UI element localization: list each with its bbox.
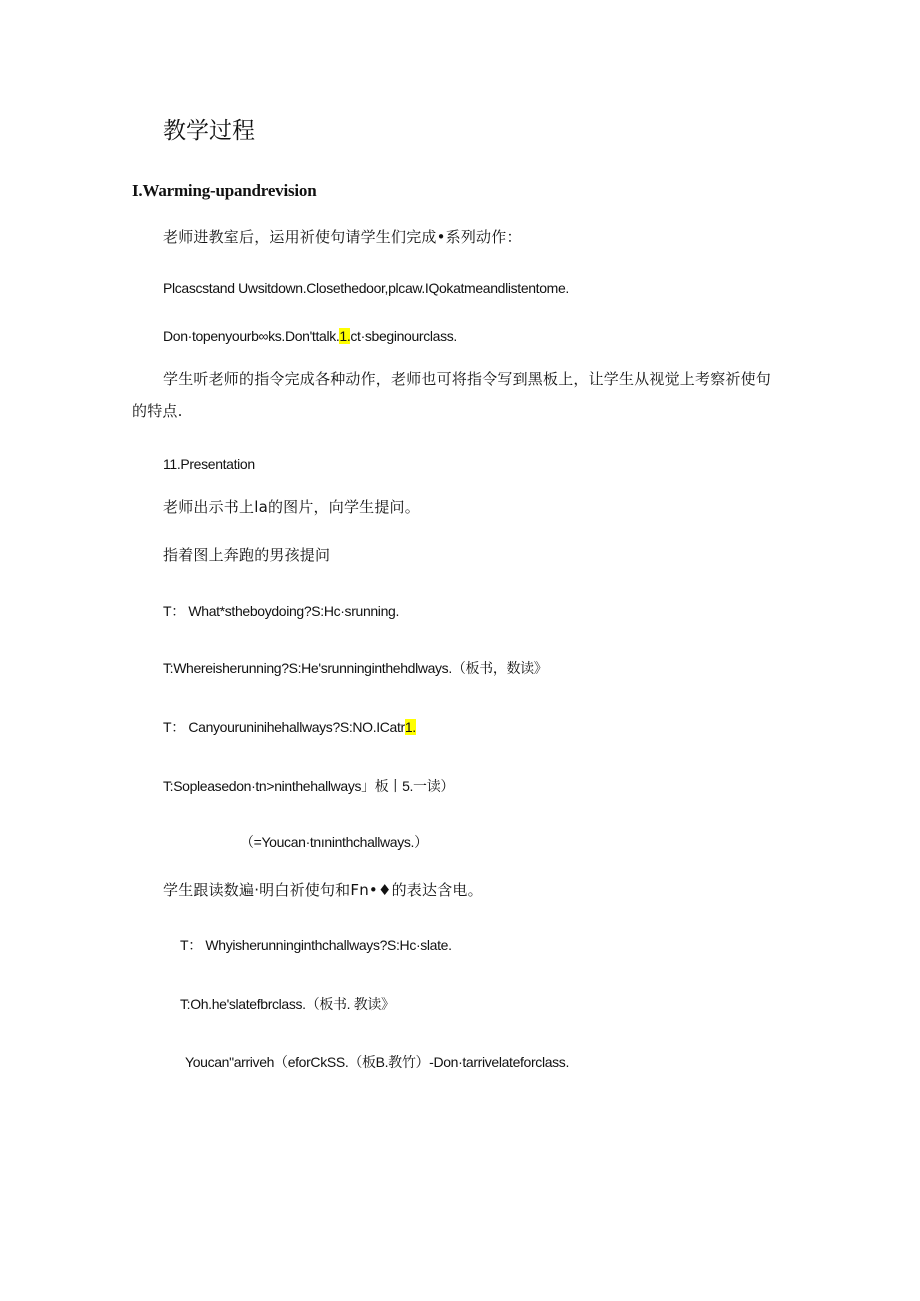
page-heading: 教学过程 xyxy=(163,118,255,144)
dialogue-line-8: Youcan"arriveh（eforCkSS.（板B.教竹）-Don·tarrivelateforclass. xyxy=(185,1054,569,1070)
command-line-2-part-a: Don·topenyourb∞ks.Don'ttalk. xyxy=(163,328,340,344)
command-line-2-part-b: ct·sbeginourclass. xyxy=(350,328,457,344)
section-title-presentation: 11.Presentation xyxy=(163,456,255,472)
dialogue-line-2: T:Whereisherunning?S:He'srunninginthehdlways.（板书，数读》 xyxy=(163,660,548,676)
warmup-paragraph-line-2: 的特点. xyxy=(132,402,183,420)
highlighted-text: 1. xyxy=(339,328,351,344)
dialogue-line-1: T： What*stheboydoing?S:Hc·srunning. xyxy=(163,603,399,619)
dialogue-line-7: T:Oh.he'slatefbrclass.（板书. 教读》 xyxy=(180,996,395,1012)
section-title-warming-up: I.Warming-upandrevision xyxy=(132,181,317,200)
dialogue-line-3-text: T： Canyouruninihehallways?S:NO.ICatr xyxy=(163,719,405,735)
dialogue-line-5: （=Youcan·tnıninthchallways.） xyxy=(240,834,428,850)
dialogue-line-3 xyxy=(163,719,416,736)
warmup-intro-text: 老师进教室后，运用祈使句请学生们完成•系列动作： xyxy=(163,228,522,246)
dialogue-line-6: T： Whyisherunninginthchallways?S:Hc·slate. xyxy=(180,937,452,953)
warmup-command-line-1: Plcascstand Uwsitdown.Closethedoor,plcaw.IQokatmeandlistentome. xyxy=(163,280,569,296)
presentation-line-3: 学生跟读数遍·明白祈使句和Fn•♦的表达含电。 xyxy=(163,881,483,899)
dialogue-line-4: T:Sopleasedon·tn>ninthehallways」板丨5.一读） xyxy=(163,778,455,794)
presentation-line-2: 指着图上奔跑的男孩提问 xyxy=(163,546,331,564)
warmup-command-line-2 xyxy=(163,328,457,345)
presentation-line-1: 老师出示书上la的图片，向学生提问。 xyxy=(163,498,420,516)
highlighted-text: 1. xyxy=(404,719,416,735)
warmup-paragraph-line-1: 学生听老师的指令完成各种动作，老师也可将指令写到黑板上，让学生从视觉上考察祈使句 xyxy=(163,370,772,388)
